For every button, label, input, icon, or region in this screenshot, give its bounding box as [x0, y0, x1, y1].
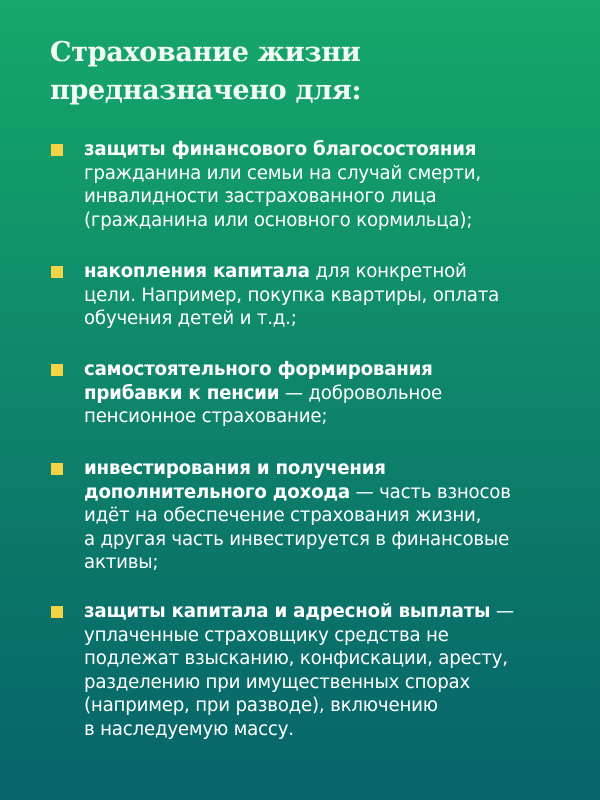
item-line: инвалидности застрахованного лица: [84, 186, 437, 208]
item-bold-text: самостоятельного формирования: [84, 359, 433, 380]
item-text: —: [490, 601, 514, 622]
item-bold-text: накопления капитала: [84, 261, 310, 282]
item-bold-text: защиты финансового благосостояния: [84, 139, 477, 160]
item-bold-text: дополнительного дохода: [84, 481, 350, 503]
item-line: разделению при имущественных спорах: [84, 671, 471, 693]
item-line: подлежат взысканию, конфискации, аресту,: [84, 648, 508, 670]
square-bullet-icon: [51, 606, 63, 618]
item-line: обучения детей и т.д.;: [84, 308, 297, 330]
square-bullet-icon: [51, 364, 63, 376]
list-item-text: [84, 457, 584, 575]
list-item-text: [84, 138, 584, 232]
item-line: (например, при разводе), включению: [84, 695, 438, 717]
item-line: цели. Например, покупка квартиры, оплата: [84, 284, 500, 306]
item-bold-text: защиты капитала и адресной выплаты: [84, 601, 491, 622]
item-text: — часть взносов: [349, 481, 511, 503]
item-line: (гражданина или основного кормильца);: [84, 209, 473, 231]
item-line: пенсионное страхование;: [84, 406, 328, 428]
list-item-text: [84, 260, 584, 331]
item-bold-text: инвестирования и получения: [84, 458, 386, 479]
title-line-2: предназначено для:: [50, 75, 362, 106]
title-line-1: Страхование жизни: [50, 37, 361, 68]
item-line: идёт на обеспечение страхования жизни,: [84, 505, 482, 527]
item-text: для конкретной: [309, 261, 467, 282]
list-item-text: [84, 358, 584, 429]
item-line: в наследуемую массу.: [84, 718, 294, 740]
list-item-text: [84, 600, 584, 742]
item-line: активы;: [84, 552, 159, 574]
square-bullet-icon: [51, 266, 63, 278]
item-line: уплаченные страховщику средства не: [84, 624, 449, 646]
item-line: а другая часть инвестируется в финансовые: [84, 528, 510, 550]
page-title: [50, 34, 361, 110]
item-text: — добровольное: [279, 382, 442, 404]
item-bold-text: прибавки к пенсии: [84, 382, 280, 404]
item-line: гражданина или семьи на случай смерти,: [84, 162, 481, 184]
square-bullet-icon: [51, 144, 63, 156]
square-bullet-icon: [51, 463, 63, 475]
